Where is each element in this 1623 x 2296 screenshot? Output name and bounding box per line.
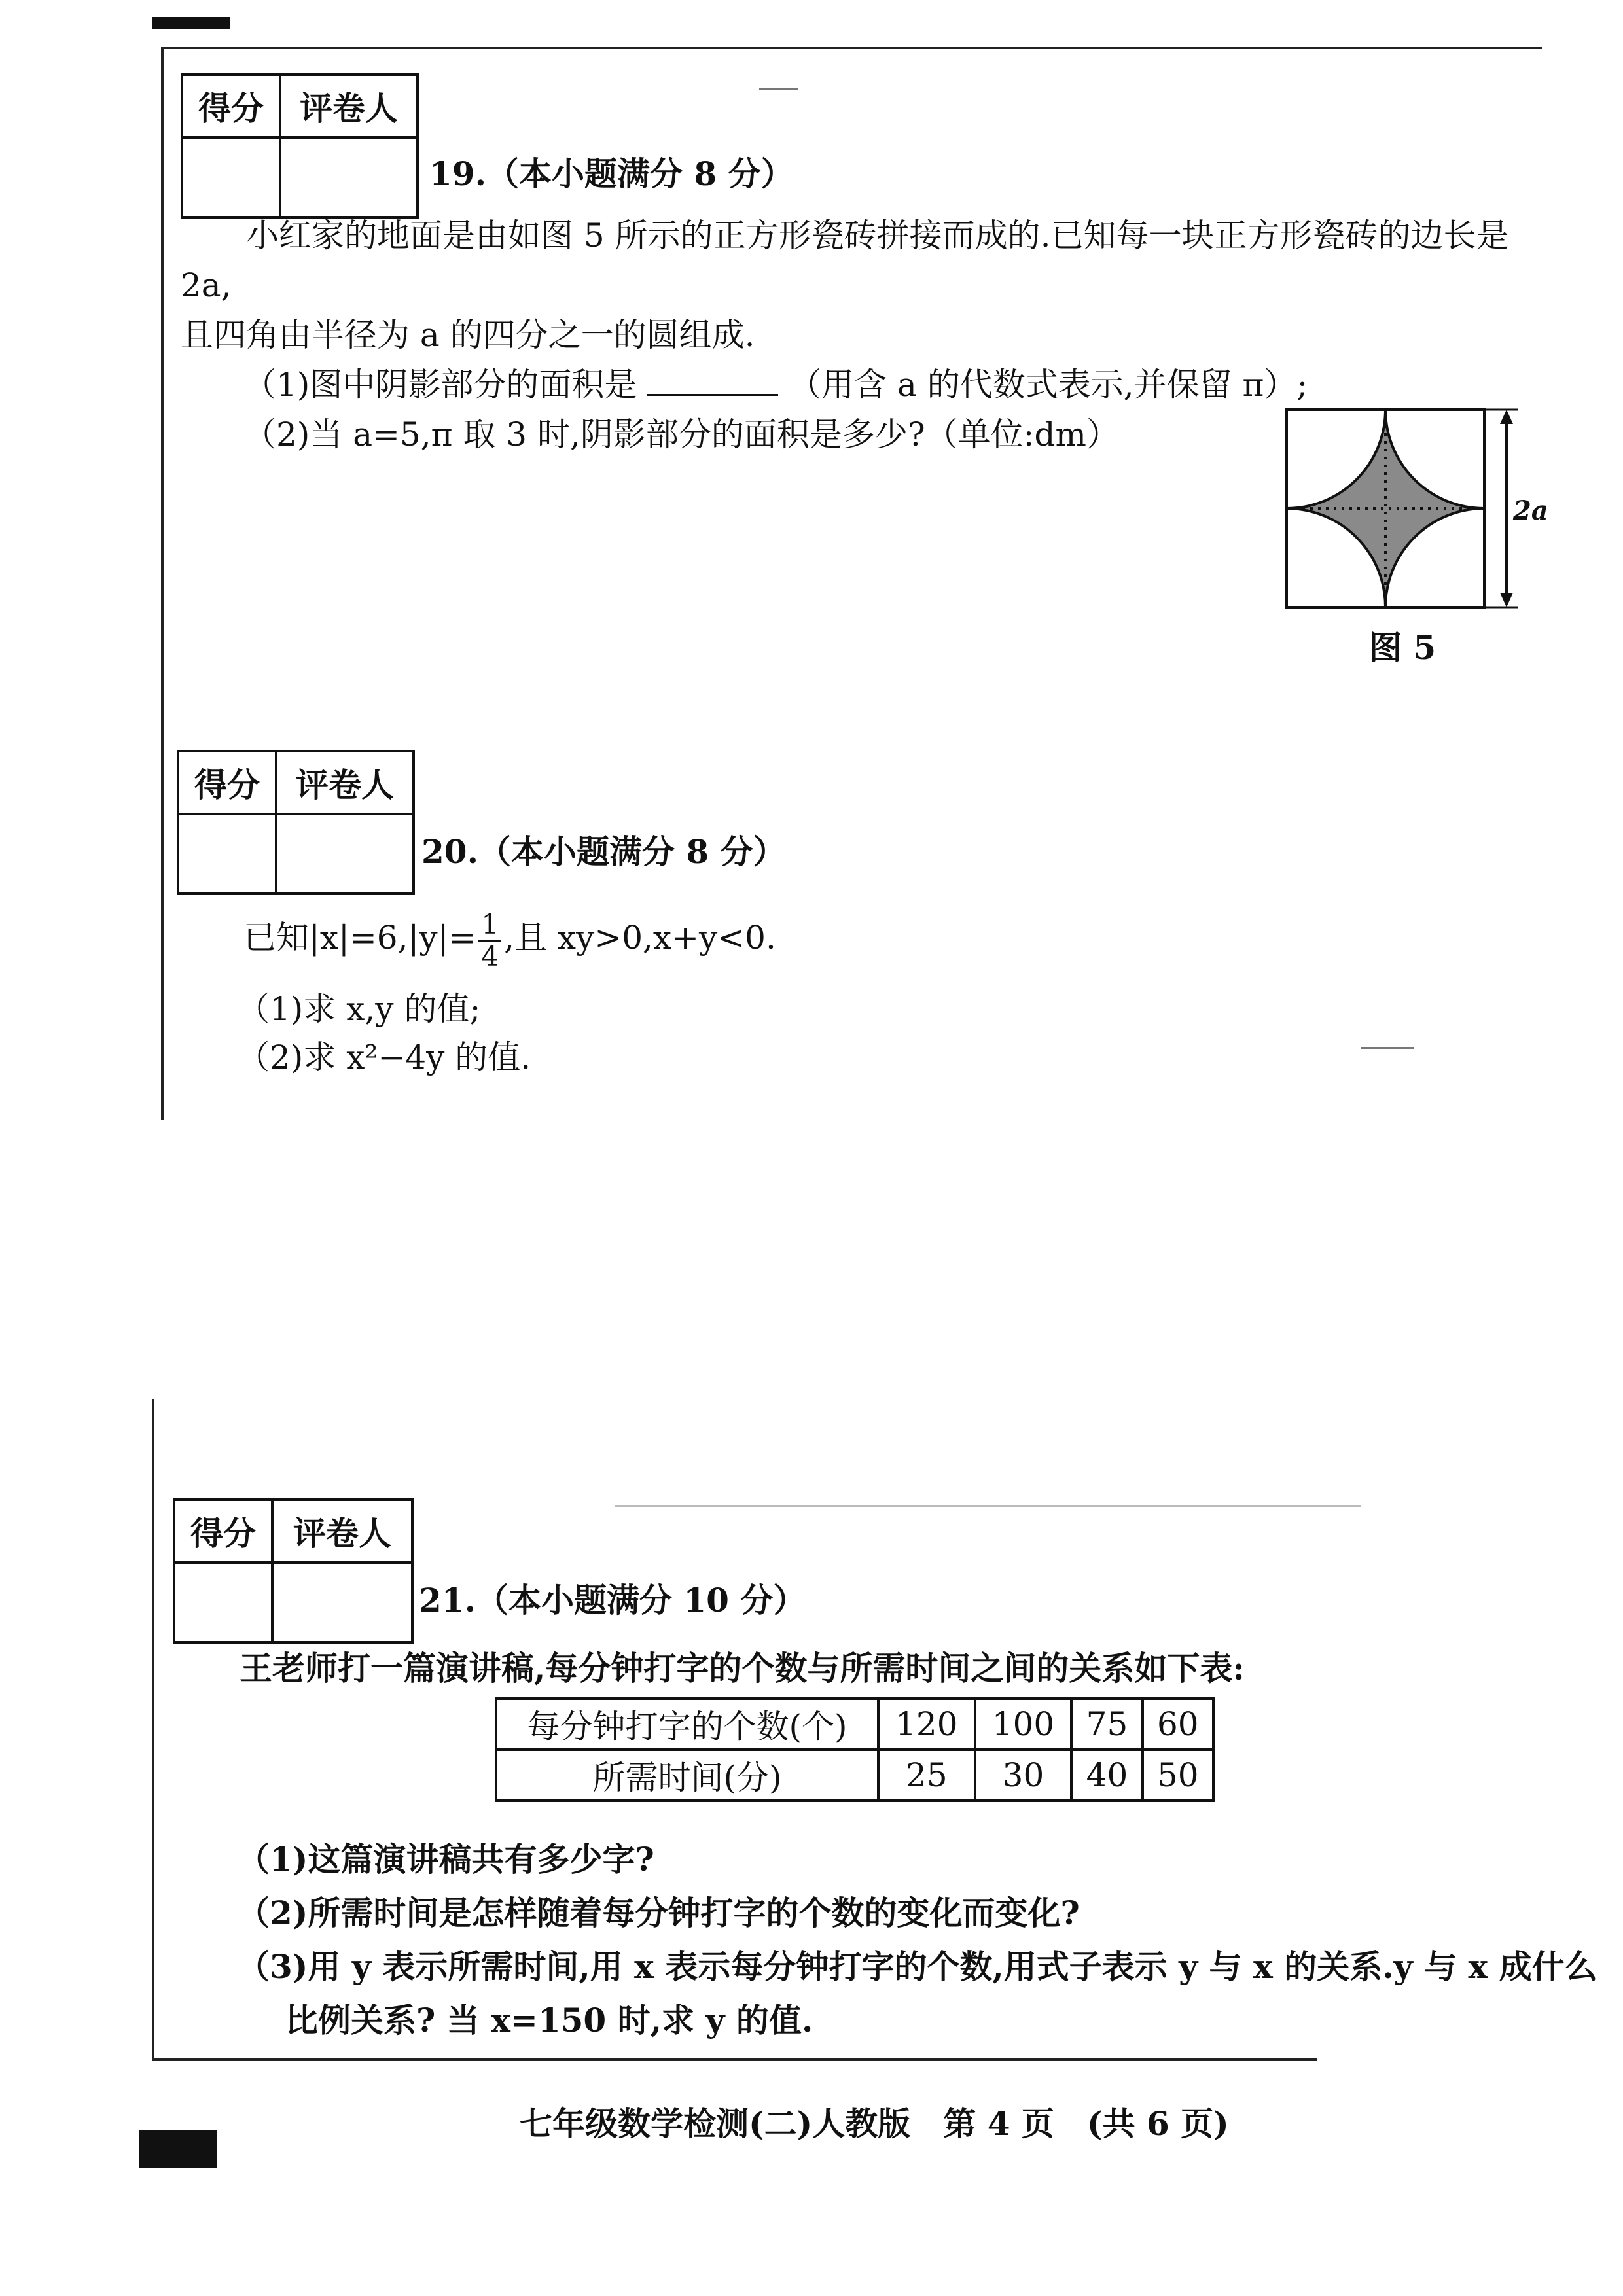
table-row: [496, 1699, 1213, 1750]
grader-cell[interactable]: [276, 814, 414, 894]
score-label: 得分: [178, 751, 276, 814]
figure-dimension-label: 2a: [1513, 495, 1548, 526]
score-label: 得分: [182, 75, 280, 137]
registration-mark-bottom: [139, 2130, 217, 2168]
typing-table: [495, 1697, 1215, 1802]
grader-label: 评卷人: [280, 75, 418, 137]
q19-part1-note: （用含 a 的代数式表示,并保留 π）;: [789, 366, 1308, 404]
table-cell: 30: [975, 1750, 1072, 1801]
q19-line1: 小红家的地面是由如图 5 所示的正方形瓷砖拼接而成的.已知每一块正方形瓷砖的边长是 2a,: [181, 217, 1509, 304]
scan-speck: [615, 1505, 1361, 1507]
fraction-numerator: 1: [478, 911, 501, 942]
q19-heading: 19.（本小题满分 8 分）: [429, 154, 794, 193]
q20-part1: （1)求 x,y 的值;: [237, 990, 481, 1028]
q20-heading: 20.（本小题满分 8 分）: [421, 832, 786, 871]
arrow-head-up: [1500, 410, 1513, 424]
table-cell: 40: [1071, 1750, 1142, 1801]
q19-part1-text: （1)图中阴影部分的面积是: [243, 366, 637, 404]
grader-label: 评卷人: [276, 751, 414, 814]
figure-5: [1283, 404, 1548, 620]
arrow-head-down: [1500, 593, 1513, 607]
table-cell: 120: [878, 1699, 975, 1750]
grader-label: 评卷人: [272, 1500, 412, 1563]
score-cell[interactable]: [178, 814, 276, 894]
grader-cell[interactable]: [272, 1563, 412, 1642]
q21-part2: （2)所需时间是怎样随着每分钟打字的个数的变化而变化?: [237, 1894, 1080, 1932]
score-label: 得分: [174, 1500, 272, 1563]
q19-part2: （2)当 a=5,π 取 3 时,阴影部分的面积是多少?（单位:dm）: [243, 415, 1119, 453]
top-border: [161, 47, 1542, 49]
q20-given-prefix: 已知|x|=6,|y|=: [243, 919, 476, 957]
fraction: [478, 908, 501, 972]
q21-intro: 王老师打一篇演讲稿,每分钟打字的个数与所需时间之间的关系如下表:: [240, 1649, 1245, 1687]
figure-caption: 图 5: [1369, 628, 1436, 667]
score-cell[interactable]: [182, 137, 280, 217]
score-box-q19: [181, 73, 419, 219]
table-cell: 50: [1143, 1750, 1213, 1801]
scan-speck: [759, 88, 798, 90]
registration-mark-top: [152, 17, 230, 29]
scan-speck: [1361, 1047, 1414, 1049]
row-header: 所需时间(分): [496, 1750, 878, 1801]
bottom-border: [152, 2058, 1317, 2061]
q19-part1: [181, 360, 1548, 410]
q20-given: [243, 908, 776, 970]
table-cell: 60: [1143, 1699, 1213, 1750]
score-box-q20: [177, 750, 415, 895]
score-box-q21: [173, 1498, 414, 1644]
left-border-top: [161, 47, 164, 1120]
score-cell[interactable]: [174, 1563, 272, 1642]
fraction-denominator: 4: [481, 940, 499, 972]
table-cell: 75: [1071, 1699, 1142, 1750]
q21-part3-line1: （3)用 y 表示所需时间,用 x 表示每分钟打字的个数,用式子表示 y 与 x 的关系.y 与 x 成什么: [237, 1947, 1597, 1986]
answer-blank[interactable]: [647, 365, 778, 396]
left-border-bottom: [152, 1399, 154, 2060]
row-header: 每分钟打字的个数(个): [496, 1699, 878, 1750]
q20-given-suffix: ,且 xy>0,x+y<0.: [504, 919, 776, 957]
q20-part2: （2)求 x²−4y 的值.: [237, 1038, 531, 1076]
page-footer: 七年级数学检测(二)人教版 第 4 页 (共 6 页): [520, 2104, 1229, 2143]
q21-part1: （1)这篇演讲稿共有多少字?: [237, 1840, 654, 1879]
table-cell: 100: [975, 1699, 1072, 1750]
q21-heading: 21.（本小题满分 10 分）: [419, 1581, 806, 1619]
table-row: [496, 1750, 1213, 1801]
grader-cell[interactable]: [280, 137, 418, 217]
q21-part3-line2: 比例关系? 当 x=150 时,求 y 的值.: [285, 2001, 813, 2040]
table-cell: 25: [878, 1750, 975, 1801]
q19-line2: 且四角由半径为 a 的四分之一的圆组成.: [181, 316, 755, 354]
